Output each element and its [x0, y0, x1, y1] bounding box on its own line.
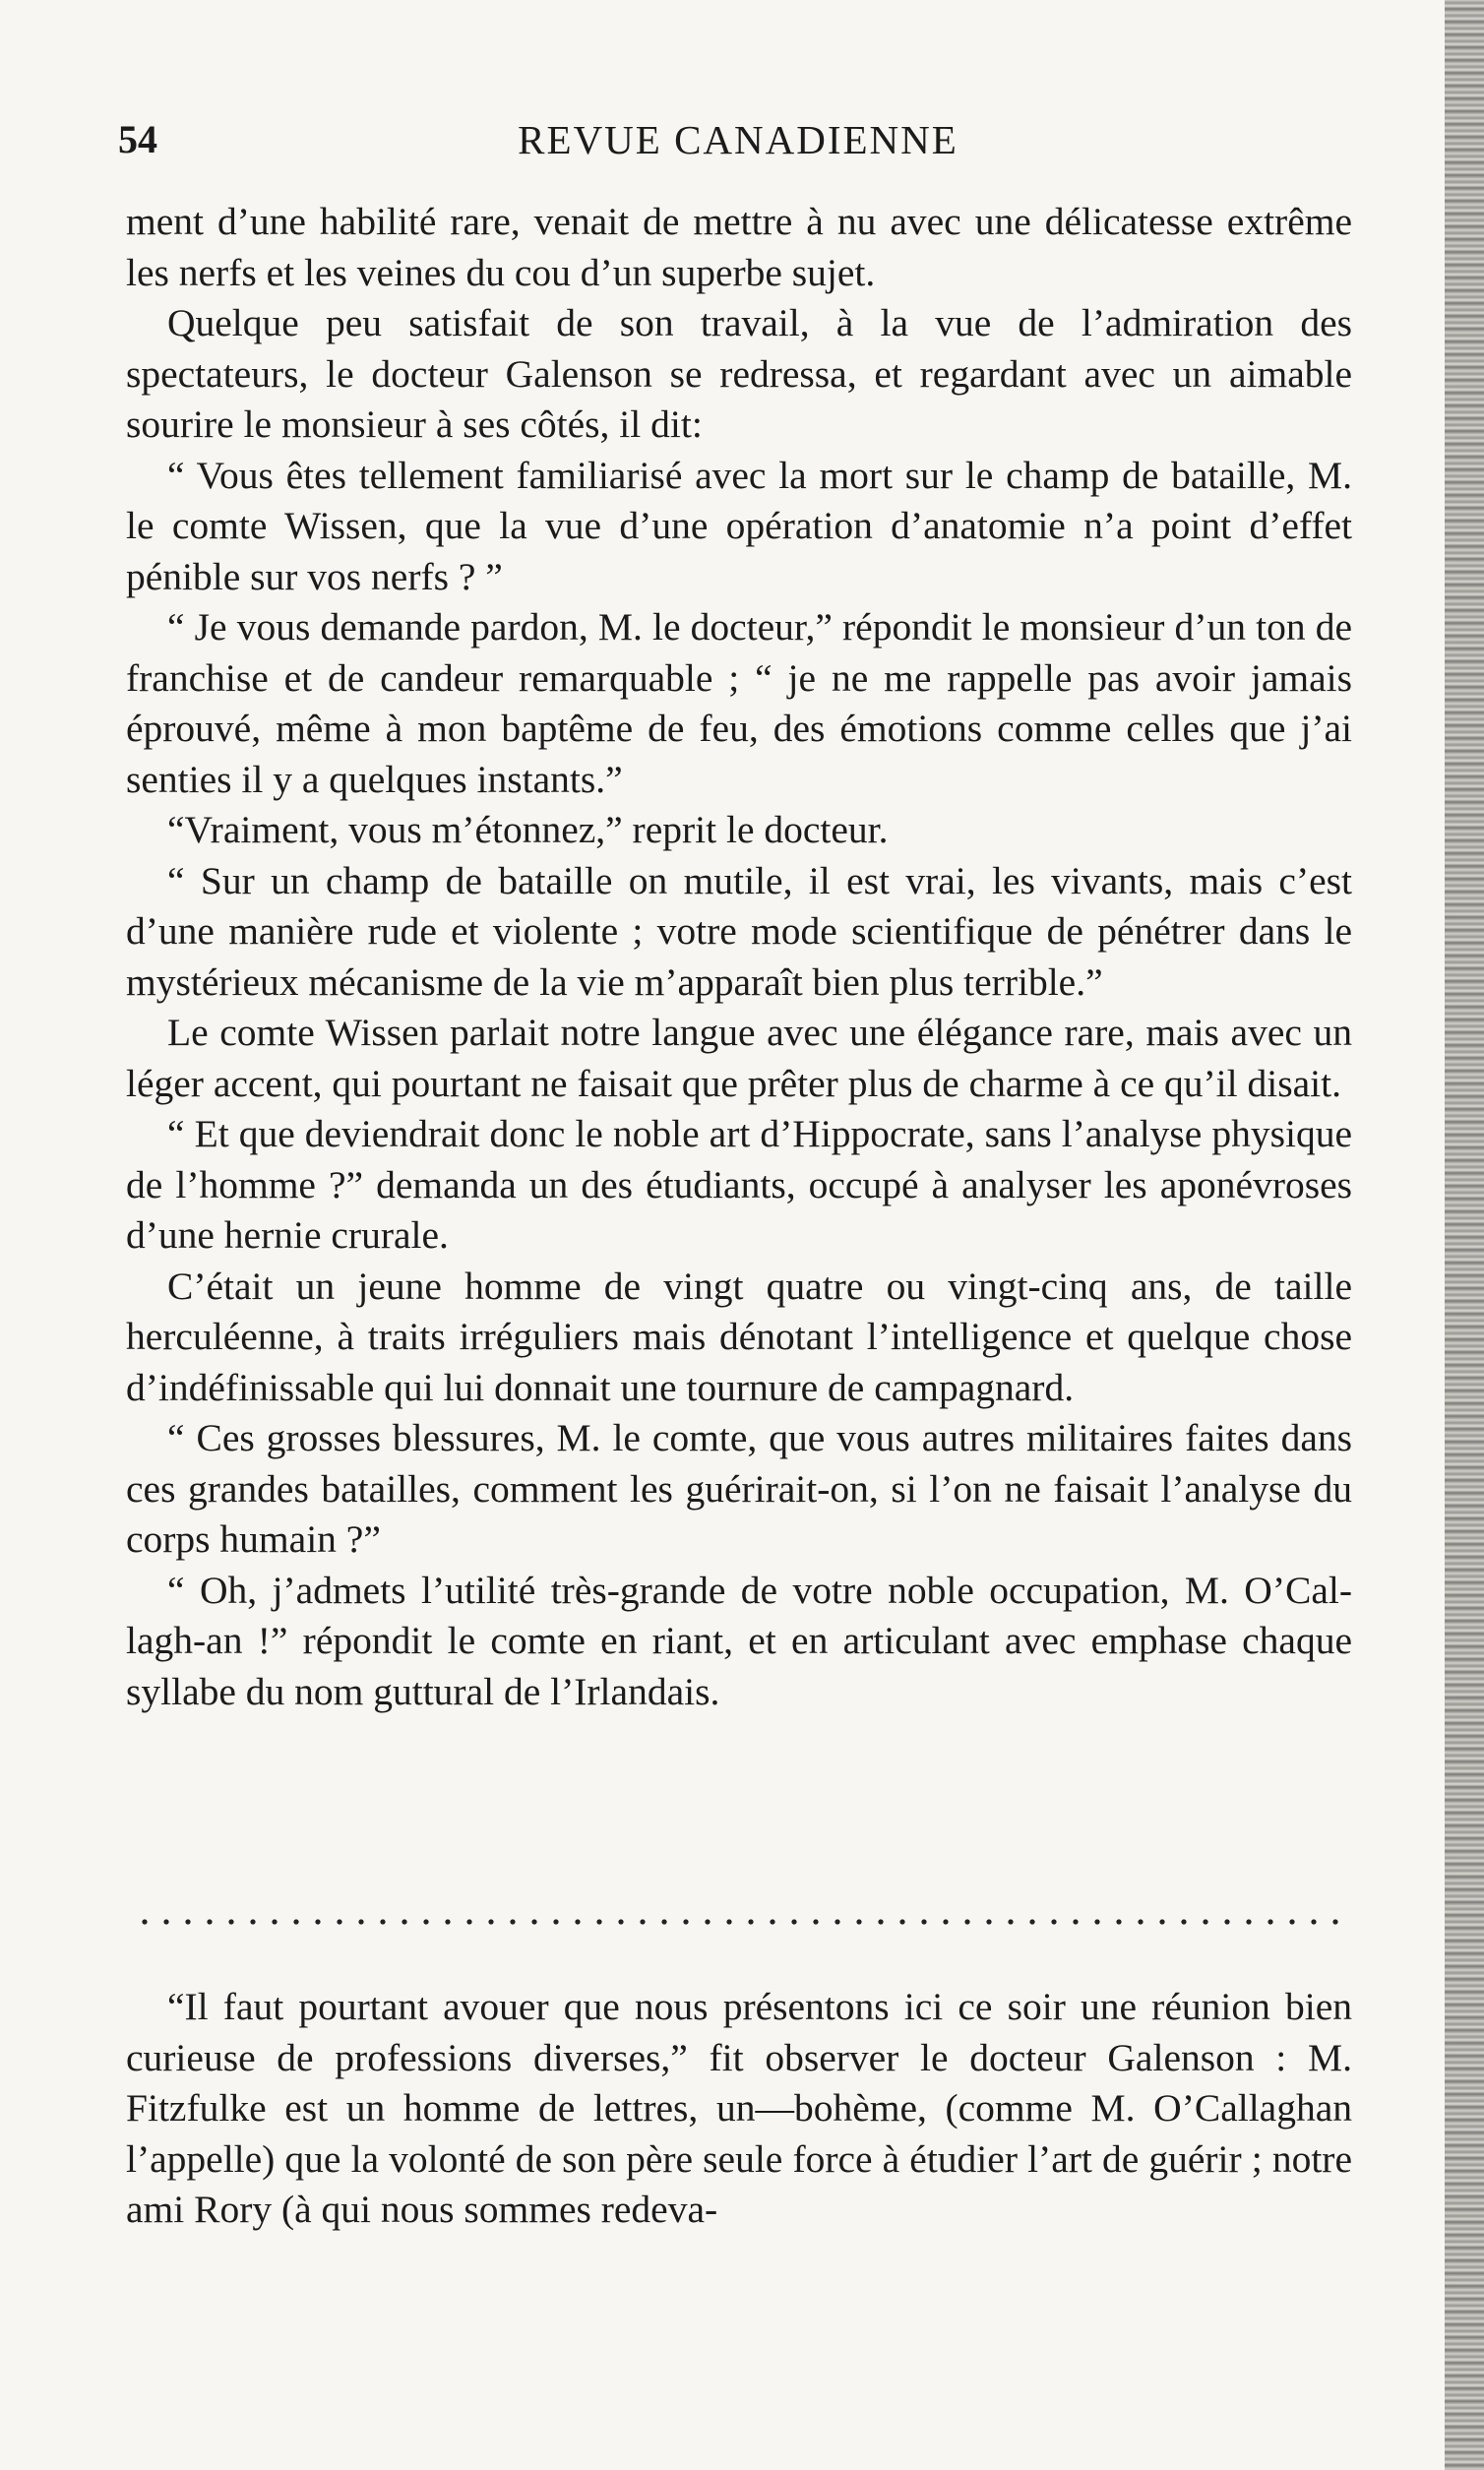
paragraph: “Vraiment, vous m’étonnez,” reprit le docteur. [167, 808, 889, 851]
paragraph: ment d’une habilité rare, venait de mettre à nu avec une délicatesse extrême les nerfs et les veines du cou d’un superbe sujet. [126, 200, 1352, 294]
paragraph: Le comte Wissen parlait notre langue avec une élégance rare, mais avec un léger accent, qui pourtant ne faisait que prêter plus de charme à ce qu’il disait. [126, 1011, 1352, 1105]
page-edge-shadow [1445, 0, 1484, 2470]
paragraph: “ Vous êtes tellement familiarisé avec la mort sur le champ de bataille, M. le comte Wissen, que la vue d’une opération d’anatomie n’a point d’effet pénible sur vos nerfs ? ” [126, 453, 1352, 598]
body-text-continued [126, 1982, 1352, 2236]
section-break-dots [134, 1917, 1350, 1927]
paragraph: “ Et que deviendrait donc le noble art d’Hippocrate, sans l’analyse physique de l’homme ?” demanda un des étudiants, occupé à analyser les aponévroses d’une hernie crurale. [126, 1112, 1352, 1257]
page-number: 54 [118, 117, 157, 161]
paragraph: Quelque peu satisfait de son travail, à la vue de l’admiration des spectateurs, le docteur Galenson se redressa, et regardant avec un aimable sourire le monsieur à ses côtés, il dit: [126, 301, 1352, 446]
paragraph: “Il faut pourtant avouer que nous présentons ici ce soir une réunion bien curieuse de professions diverses,” fit observer le docteur Galenson : M. Fitzfulke est un homme de lettres, un—bohème, (comme M. O’Callaghan l’appelle) que la volonté de son père seule force à étudier l’art de guérir ; notre ami Rory (à qui nous sommes redeva- [126, 1985, 1352, 2231]
paragraph: “ Je vous demande pardon, M. le docteur,” répondit le monsieur d’un ton de franchise et de candeur remarquable ; “ je ne me rappelle pas avoir jamais éprouvé, même à mon baptême de feu, des émotions comme celles que j’ai senties il y a quelques instants.” [126, 605, 1352, 801]
paragraph: “ Sur un champ de bataille on mutile, il est vrai, les vivants, mais c’est d’une manière rude et violente ; votre mode scientifique de pénétrer dans le mystérieux mécanisme de la vie m’apparaît bien plus terrible.” [126, 858, 1352, 1004]
paragraph: C’était un jeune homme de vingt quatre ou vingt-cinq ans, de taille herculéenne, à traits irréguliers mais dénotant l’intelligence et quelque chose d’indéfinissable qui lui donnait une tournure de campagnard. [126, 1264, 1352, 1409]
paragraph: “ Oh, j’admets l’utilité très-grande de votre noble occupation, M. O’Cal-lagh-an !” répondit le comte en riant, et en articulant avec emphase chaque syllabe du nom guttural de l’Irlandais. [126, 1568, 1352, 1713]
running-header [118, 116, 1358, 171]
journal-title: REVUE CANADIENNE [518, 117, 958, 162]
paragraph: “ Ces grosses blessures, M. le comte, que vous autres militaires faites dans ces grandes batailles, comment les guérirait-on, si l’on ne faisait l’analyse du corps humain ?” [126, 1416, 1352, 1561]
body-text [126, 197, 1352, 1717]
